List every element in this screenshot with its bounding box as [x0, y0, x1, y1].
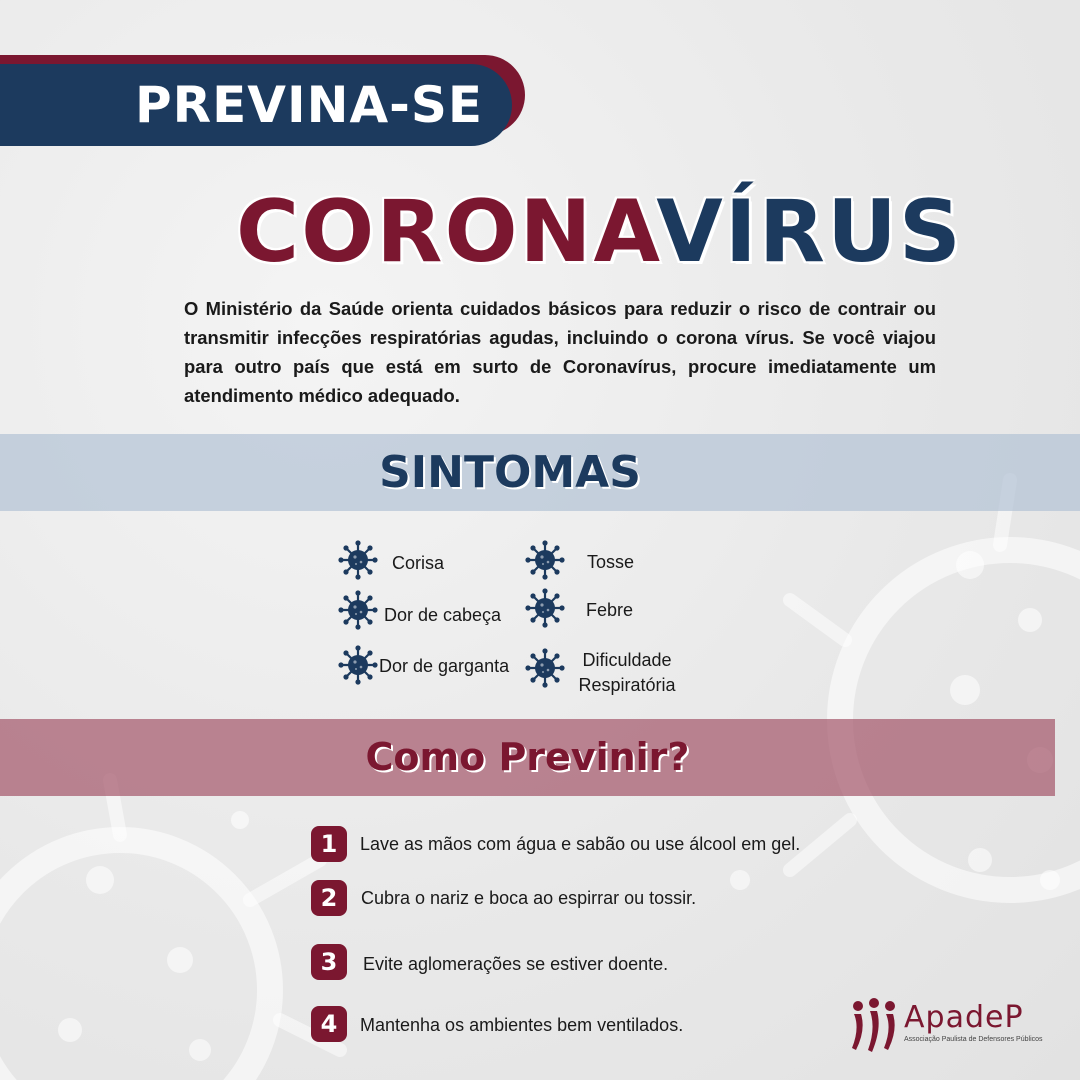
symptom-label: Dor de garganta	[379, 656, 510, 676]
step-text: Cubra o nariz e boca ao espirrar ou tossir.	[361, 888, 697, 908]
virus-icon	[338, 540, 378, 580]
logo-subtitle: Associação Paulista de Defensores Públicos	[904, 1036, 1043, 1043]
virus-icon	[338, 590, 378, 630]
title-part-virus: VÍRUS	[656, 182, 963, 282]
prevention-heading: Como Previnir?	[365, 735, 690, 779]
symptom-label: Corisa	[392, 553, 445, 573]
step-text: Lave as mãos com água e sabão ou use álcool em gel.	[360, 834, 801, 854]
step-number-badge: 2	[311, 880, 347, 916]
symptom-label: Tosse	[587, 552, 635, 572]
logo-name: ApadeP	[904, 1000, 1024, 1035]
step-text: Mantenha os ambientes bem ventilados.	[360, 1015, 684, 1035]
title-part-corona: CORONA	[236, 182, 657, 282]
step-number-badge: 4	[311, 1006, 347, 1042]
virus-icon	[338, 645, 378, 685]
virus-icon	[525, 588, 565, 628]
virus-icon	[525, 540, 565, 580]
symptom-label: Dor de cabeça	[384, 605, 502, 625]
symptom-label: Dificuldade Respiratória	[578, 650, 676, 695]
header-banner-text: PREVINA-SE	[135, 76, 484, 134]
people-icon	[848, 998, 900, 1054]
virus-icon	[525, 648, 565, 688]
page-title	[236, 180, 963, 284]
prevention-band	[0, 719, 1055, 796]
symptoms-heading: SINTOMAS	[379, 447, 641, 498]
symptom-label: Febre	[586, 600, 634, 620]
step-number-badge: 1	[311, 826, 347, 862]
step-number-badge: 3	[311, 944, 347, 980]
intro-paragraph: O Ministério da Saúde orienta cuidados básicos para reduzir o risco de contrair ou transmitir infecções respiratórias agudas, incluindo o corona vírus. Se você viajou para outro país que está em surto de Coronavírus, procure imediatamente um atendimento médico adequado.	[184, 298, 936, 406]
symptoms-band	[0, 434, 1080, 511]
step-text: Evite aglomerações se estiver doente.	[363, 954, 669, 974]
apadep-logo	[848, 998, 1043, 1058]
